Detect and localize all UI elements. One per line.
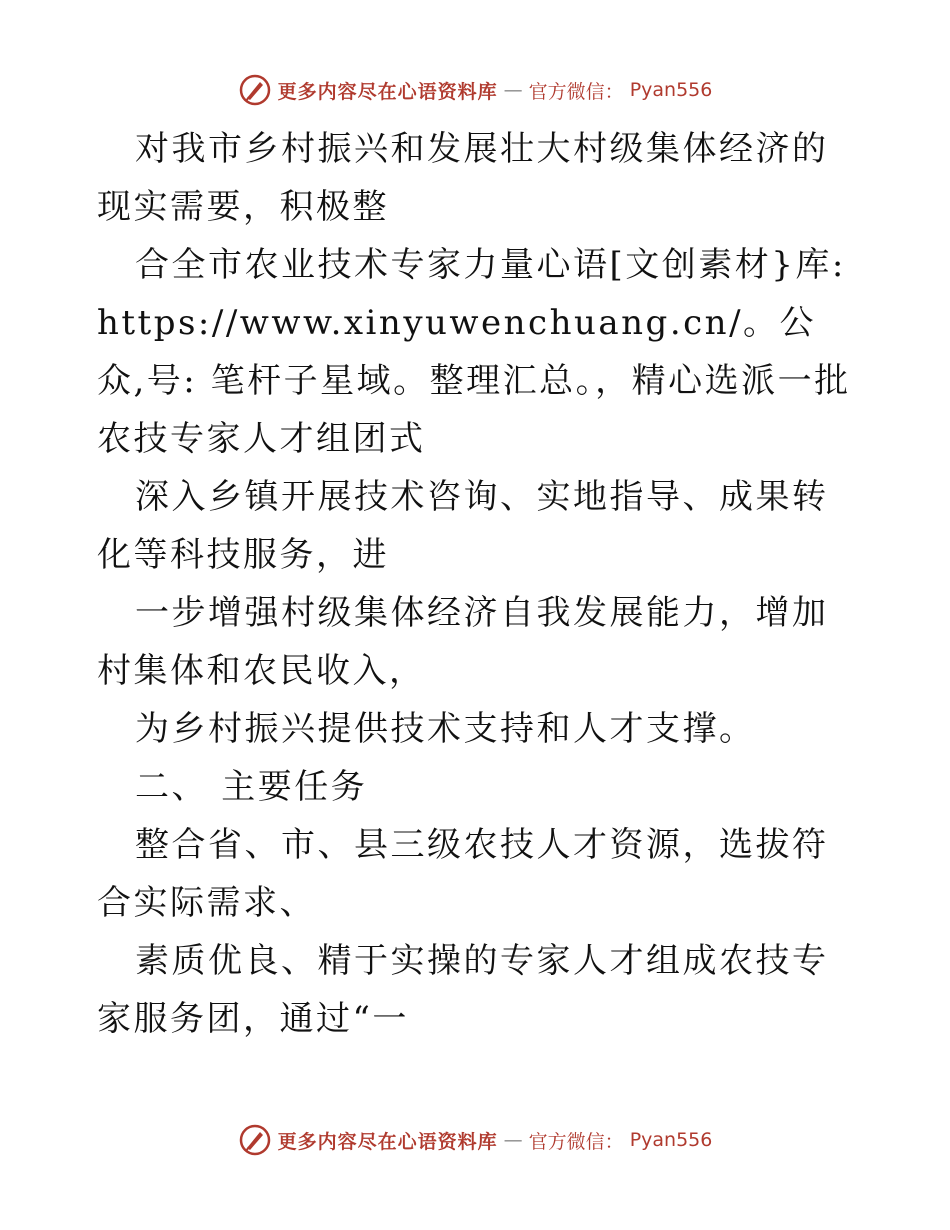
banner-wechat-label: 官方微信： xyxy=(528,80,624,103)
banner-separator: — xyxy=(503,1129,523,1151)
paragraph-line-9: 素质优良、精于实操的专家人才组成农技专家服务团，通过“一 xyxy=(97,941,829,1039)
paragraph-line-4: 深入乡镇开展技术咨询、实地指导、成果转化等科技服务，进 xyxy=(97,477,829,575)
section-heading: 二、 主要任务 xyxy=(135,767,368,807)
paragraph-line-8: 整合省、市、县三级农技人才资源，选拔符合实际需求、 xyxy=(97,825,829,923)
paragraph-line-5: 一步增强村级集体经济自我发展能力，增加村集体和农民收入， xyxy=(97,593,829,691)
document-body xyxy=(97,120,857,1048)
paragraph-line-2: 合全市农业技术专家力量心语[文创素材}库: xyxy=(135,245,846,285)
banner-brand-text: 更多内容尽在心语资料库 xyxy=(277,80,498,103)
header-watermark-banner xyxy=(0,70,950,110)
paragraph-line-1: 对我市乡村振兴和发展壮大村级集体经济的现实需要，积极整 xyxy=(97,129,829,227)
quill-pen-logo-icon xyxy=(238,1123,272,1157)
banner-wechat-id: Pyan556 xyxy=(629,79,713,101)
banner-separator: — xyxy=(503,79,523,101)
paragraph-line-3: https://www.xinyuwenchuang.cn/。公众,号: 笔杆子星域。整理汇总。，精心选派一批农技专家人才组团式 xyxy=(97,303,851,459)
banner-wechat-id: Pyan556 xyxy=(629,1129,713,1151)
quill-pen-logo-icon xyxy=(238,73,272,107)
footer-watermark-banner xyxy=(0,1120,950,1160)
banner-brand-text: 更多内容尽在心语资料库 xyxy=(277,1130,498,1153)
paragraph-line-6: 为乡村振兴提供技术支持和人才支撑。 xyxy=(135,709,756,749)
banner-wechat-label: 官方微信： xyxy=(528,1130,624,1153)
